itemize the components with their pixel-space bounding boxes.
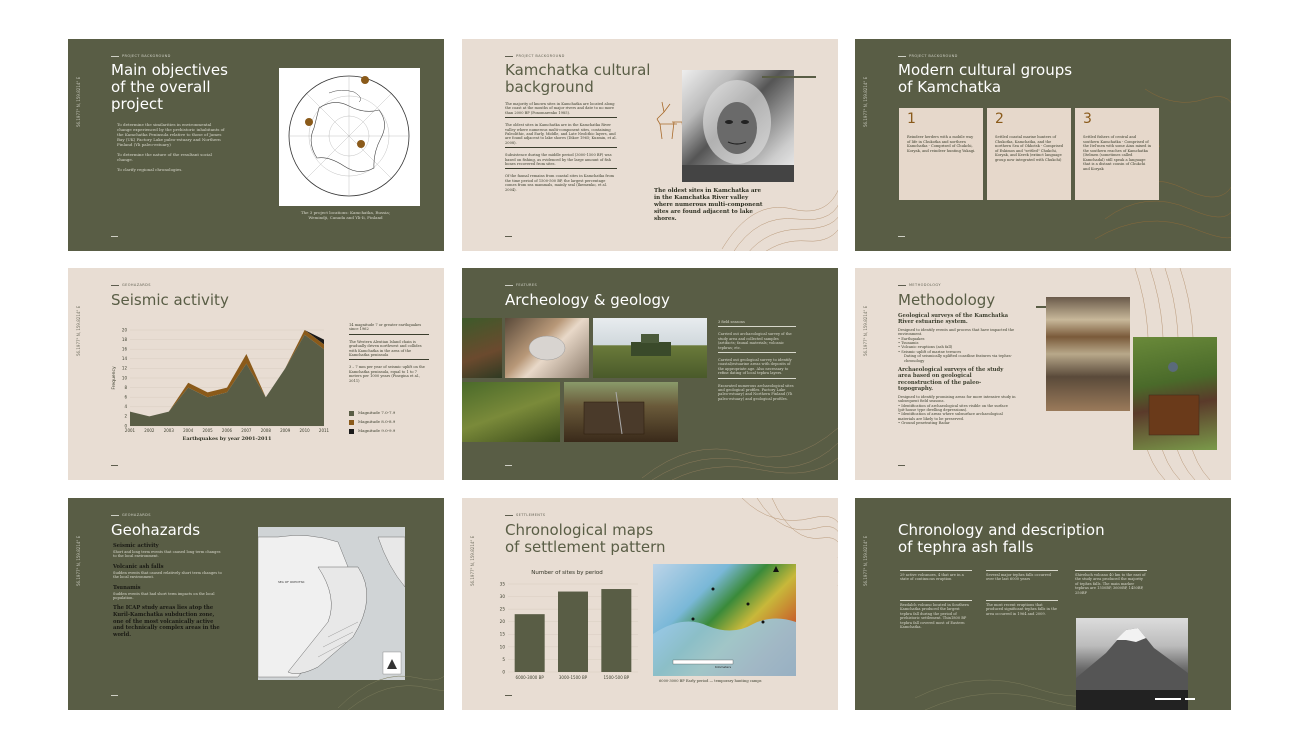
slide-title: Geohazards — [111, 521, 201, 539]
slide-footer-dash — [111, 465, 118, 466]
legend-swatch — [349, 429, 354, 434]
tephra-col: The most recent eruptions that produced significant tephra falls in the area occurred in 1964 and 2009. — [986, 600, 1058, 616]
slide-kamchatka-cultural-background[interactable] — [462, 39, 838, 251]
y-tick-label: 20 — [499, 619, 505, 625]
area-series-1 — [130, 335, 324, 426]
y-tick-label: 16 — [121, 346, 127, 352]
card-text: Settled coastal marine hunters of Chukotka, Kamchatka, and the northern Sea of Okhotsk - Comprised of Eskimos and "settled" Chukchi, Koryak, and Kerek (extinct language group now integrated with Chukchi) — [995, 135, 1064, 162]
slide-kicker: METHODOLOGY — [898, 283, 941, 287]
slide-methodology[interactable] — [855, 268, 1231, 480]
bar-2 — [558, 592, 588, 672]
list-item: • Identification of archaeological sites visible on the surface (pit-house type dwelling depressions). — [898, 403, 1008, 412]
slide-body: To determine the similarities in environmental change experienced by the prehistoric inhabitants of the Kamchatka Peninsula relative to those of James Bay (UK) Factory Lake paleo-estuary and Northern Finland (Yli paleo-estuary) To determine the nature of the resultant social change. To clarify regional chronologies. — [117, 122, 225, 172]
y-tick-label: 0 — [124, 423, 127, 429]
y-tick-label: 0 — [502, 669, 505, 675]
list-item: • Volcanic eruptions (ash fall) — [898, 345, 953, 350]
slide-kicker: PROJECT BACKGROUND — [505, 54, 565, 58]
volcano-photo — [1076, 618, 1188, 710]
map-caption: The 3 project locations: Kamchatka, Russia; Wemindji, Canada and Yli-Ii, Finland — [300, 210, 391, 220]
slide-title: Modern cultural groups of Kamchatka — [898, 61, 1073, 96]
chart-legend — [349, 408, 395, 435]
slide-body: The majority of known sites in Kamchatka are located along the coast at the mouths of major rivers and date to no more than 2000 BP (Ponomarenko 1985). The oldest sites in Kamchatka are in the Kamchatka River valley where numerous multi-component sites, containing Paleolithic, and Early, Middle, and Late Neolithic layers, and are found adjacent to lake shores (Dikov 1965; Kuzmin, et al. 2008). Subsistence during the middle period (3000-1500 BP) was based on fishing, as evidenced by the large amount of fish bones recovered from sites. Of the faunal remains from coastal sites in Kamchatka from the time period of 1500-500 BP, the largest percentage comes from sea mammals, mainly seal (Ikemenko, et al. 2004). — [505, 102, 617, 192]
slide-footer-dash — [111, 695, 118, 696]
slide-kicker: GEOHAZARDS — [111, 283, 151, 287]
slide-footer-dash — [505, 695, 512, 696]
list-item: • Seismic uplift of marine terraces — [898, 349, 962, 354]
slide-body: 14 magnitude 7 or greater earthquakes since 1962 The Western Aleutian Island chain is gradually driven northwest and collides with Kamchatka in the area of the Kamchatka peninsula 3 – 7 mm per year of seismic uplift on the Kamchatka peninsula, equal to 1 to 7 meters per 1000 years (Pinegina et al., 2011) — [349, 323, 429, 388]
section-heading: Archaeological surveys of the study area based on geological reconstruction of the paleo-topography. — [898, 367, 1004, 393]
closing-statement: The ICAP study areas lies atop the Kuril-Kamchatka subduction zone, one of the most volcanically active and technically complex areas in the world. — [113, 605, 220, 638]
card-text: Settled fishers of central and southern Kamchatka - Comprised of the Itel'men with some Ainu mixed in the southern reaches of Kamchatka (Itelmen (sometimes called Kamchadal) still speak a language that is a distant cousin of Chukchi and Koryak — [1083, 135, 1152, 171]
list-item: • Identification of areas where subsurface archaeological materials are likely to be preserved. — [898, 412, 1003, 421]
hazard-heading: Seismic activity — [113, 543, 159, 549]
tephra-col: Several major tephra falls occurred over the last 6000 years — [986, 570, 1058, 582]
side-coordinates: 56.1977° N, 159.8214° E — [470, 535, 475, 586]
y-tick-label: 8 — [124, 384, 127, 390]
hazard-text: Sudden events that caused relatively short term changes to the local environment. — [113, 570, 222, 580]
slide-title: Kamchatka cultural background — [505, 61, 651, 96]
slide-modern-cultural-groups[interactable] — [855, 39, 1231, 251]
y-tick-label: 35 — [499, 581, 505, 587]
field-excavation-photo — [1133, 337, 1217, 450]
y-axis-label: Frequency — [112, 366, 117, 390]
card-number: 1 — [907, 111, 916, 127]
y-tick-label: 20 — [121, 327, 127, 333]
contour-lines — [642, 408, 838, 480]
bar-1 — [515, 614, 545, 672]
side-coordinates: 56.1977° N, 159.8214° E — [76, 76, 81, 127]
map-label: SEA OF OKHOTSK — [278, 580, 305, 584]
y-tick-label: 10 — [499, 644, 505, 650]
y-tick-label: 10 — [121, 375, 127, 381]
slide-body: 3 field seasons Carried out archaeological survey of the study area and collected samples (artifacts; faunal materials; volcanic tephras; etc. Carried out geological survey to identify coastal/estuarine areas with deposits of the appropriate age. Also necessary to refine dating of local tephra layers. Excavated numerous archaeological sites and geological profiles. Factory Lake paleo-estuary) and Northern Finland (Yli paleo-estuary) and geological profiles. — [718, 320, 796, 406]
slide-kicker: PROJECT BACKGROUND — [898, 54, 958, 58]
slide-footer-dash — [898, 236, 905, 237]
contour-lines — [712, 159, 838, 251]
x-tick-label: 2007 — [241, 428, 252, 433]
slide-title: Chronology and description of tephra ash falls — [898, 521, 1105, 556]
bar-3 — [601, 589, 631, 672]
culture-card-3[interactable] — [1075, 108, 1159, 200]
slide-footer-dash — [898, 465, 905, 466]
slide-kicker: PROJECT BACKGROUND — [111, 54, 171, 58]
x-tick-label: 2002 — [144, 428, 155, 433]
card-text: Reindeer herders with a mobile way of life in Chukotka and northern Kamchatka - Comprised of Chukchi, Koryak, and reindeer hunting Yukagi. — [907, 135, 976, 153]
slide-title: Chronological maps of settlement pattern — [505, 521, 666, 556]
slide-body — [113, 543, 223, 638]
y-tick-label: 14 — [121, 356, 127, 362]
slide-footer-dash — [505, 236, 512, 237]
culture-card-2[interactable] — [987, 108, 1071, 200]
x-tick-label: 1500-500 BP — [603, 675, 630, 680]
list-item: • Tsunamis — [898, 341, 919, 346]
x-tick-label: 2003 — [163, 428, 174, 433]
section-text: Designed to identify promising areas for more intensive study in subsequent field seasons. — [898, 394, 1016, 404]
y-tick-label: 12 — [121, 365, 127, 371]
x-tick-label: 2005 — [202, 428, 213, 433]
slide-title: Archeology & geology — [505, 291, 670, 309]
forest-survey-photo — [462, 382, 560, 442]
x-tick-label: 2008 — [260, 428, 271, 433]
slide-seismic-activity[interactable] — [68, 268, 444, 480]
list-item: Dating of seismically uplifted coastline features via tephra-chronology — [904, 354, 1012, 363]
y-tick-label: 2 — [124, 413, 127, 419]
y-tick-label: 30 — [499, 593, 505, 599]
hazard-heading: Volcanic ash falls — [113, 563, 164, 570]
culture-card-1[interactable] — [899, 108, 983, 200]
section-heading: Geological surveys of the Kamchatka River estuarine system. — [898, 313, 1009, 326]
slide-title: Seismic activity — [111, 291, 229, 309]
x-tick-label: 2011 — [318, 428, 330, 433]
side-coordinates: 56.1977° N, 159.8214° E — [863, 76, 868, 127]
soil-profile-photo — [1046, 297, 1130, 411]
section-text: Designed to identify events and process that have impacted the environment. — [898, 327, 1015, 337]
hazard-text: Sudden events that had short term impacts on the local population. — [113, 591, 215, 601]
hazard-heading: Tsunamis — [113, 584, 141, 591]
tephra-col: 29 active volcanoes, 4 that are in a state of continuous eruption — [900, 570, 972, 582]
x-tick-label: 3000-1500 BP — [558, 675, 588, 680]
x-axis-label: Earthquakes by year 2001-2011 — [182, 436, 272, 442]
slider-dot-active — [1155, 698, 1181, 700]
legend-swatch — [349, 411, 354, 416]
y-tick-label: 4 — [124, 404, 127, 410]
side-coordinates: 56.1977° N, 159.8214° E — [76, 535, 81, 586]
hazard-text: Short and long term events that caused long term changes to the local environment. — [113, 550, 221, 559]
slide-kicker: FEATURES — [505, 283, 537, 287]
tephra-col: Shiveluch volcano 40 km to the east of the study area produced the majority of tephra falls. The main marker tephras are 1550BP, 3600BP, 1450BP, 250BP — [1075, 570, 1147, 595]
slide-quote: The oldest sites in Kamchatka are in the Kamchatka River valley where numerous multi-component sites are found adjacent to lake shores. — [654, 188, 763, 222]
chart-title: Number of sites by period — [531, 570, 603, 576]
side-coordinates: 56.1977° N, 159.8214° E — [863, 535, 868, 586]
side-coordinates: 56.1977° N, 159.8214° E — [863, 305, 868, 356]
tephra-col: Bezdalch volcano located in Southern Kamchatka produced the largest tephra fall during the period of prehistoric settlement. Thin1800 BP tephra fall covered most of Eastern Kamchatka. — [900, 600, 972, 629]
slide-tephra-chronology[interactable] — [855, 498, 1231, 710]
slide-footer-dash — [111, 236, 118, 237]
map-caption: 6000-3000 BP Early period — temporary hunting camps — [659, 679, 762, 683]
x-tick-label: 2006 — [221, 428, 233, 433]
legend-item: Magnitude 9.0-9.9 — [349, 426, 395, 435]
slide-footer-dash — [505, 465, 512, 466]
slide-geohazards[interactable] — [68, 498, 444, 710]
accent-bar — [762, 76, 816, 78]
slide-title: Methodology — [898, 291, 996, 309]
x-tick-label: 2001 — [124, 428, 136, 433]
map-scale-label: Kilometers — [715, 665, 732, 669]
x-tick-label: 2010 — [299, 428, 310, 433]
contour-lines — [338, 608, 444, 710]
settlement-elevation-map — [653, 564, 796, 676]
trench-photo — [462, 318, 502, 378]
slider-dot — [1185, 698, 1195, 700]
slide-main-objectives[interactable] — [68, 39, 444, 251]
slide-kicker: SETTLEMENTS — [505, 513, 545, 517]
slide-kicker: GEOHAZARDS — [111, 513, 151, 517]
y-tick-label: 25 — [499, 606, 505, 612]
y-tick-label: 18 — [121, 336, 127, 342]
legend-item: Magnitude 7.0-7.9 — [349, 408, 395, 417]
x-tick-label: 2004 — [183, 428, 194, 433]
legend-swatch — [349, 420, 354, 425]
y-tick-label: 5 — [502, 656, 505, 662]
slide-archeology-geology[interactable] — [462, 268, 838, 480]
y-tick-label: 15 — [499, 631, 505, 637]
x-tick-label: 2009 — [280, 428, 291, 433]
slide-title: Main objectives of the overall project — [111, 61, 228, 113]
sites-bar-chart — [492, 566, 652, 691]
legend-item: Magnitude 8.0-8.9 — [349, 417, 395, 426]
side-coordinates: 56.1977° N, 159.8214° E — [76, 305, 81, 356]
x-tick-label: 6000-3000 BP — [515, 675, 544, 680]
slide-body — [898, 313, 1016, 426]
artifact-in-hand-photo — [505, 318, 589, 378]
vehicle-photo — [593, 318, 707, 378]
slide-chronological-maps[interactable] — [462, 498, 838, 710]
y-tick-label: 6 — [124, 394, 127, 400]
polar-map — [279, 68, 420, 206]
list-item: • Ground penetrating Radar — [898, 421, 950, 426]
list-item: • Earthquakes — [898, 336, 925, 341]
card-number: 3 — [1083, 111, 1092, 127]
slider-indicator — [1155, 698, 1195, 700]
card-number: 2 — [995, 111, 1004, 127]
seismic-area-chart — [106, 326, 336, 451]
